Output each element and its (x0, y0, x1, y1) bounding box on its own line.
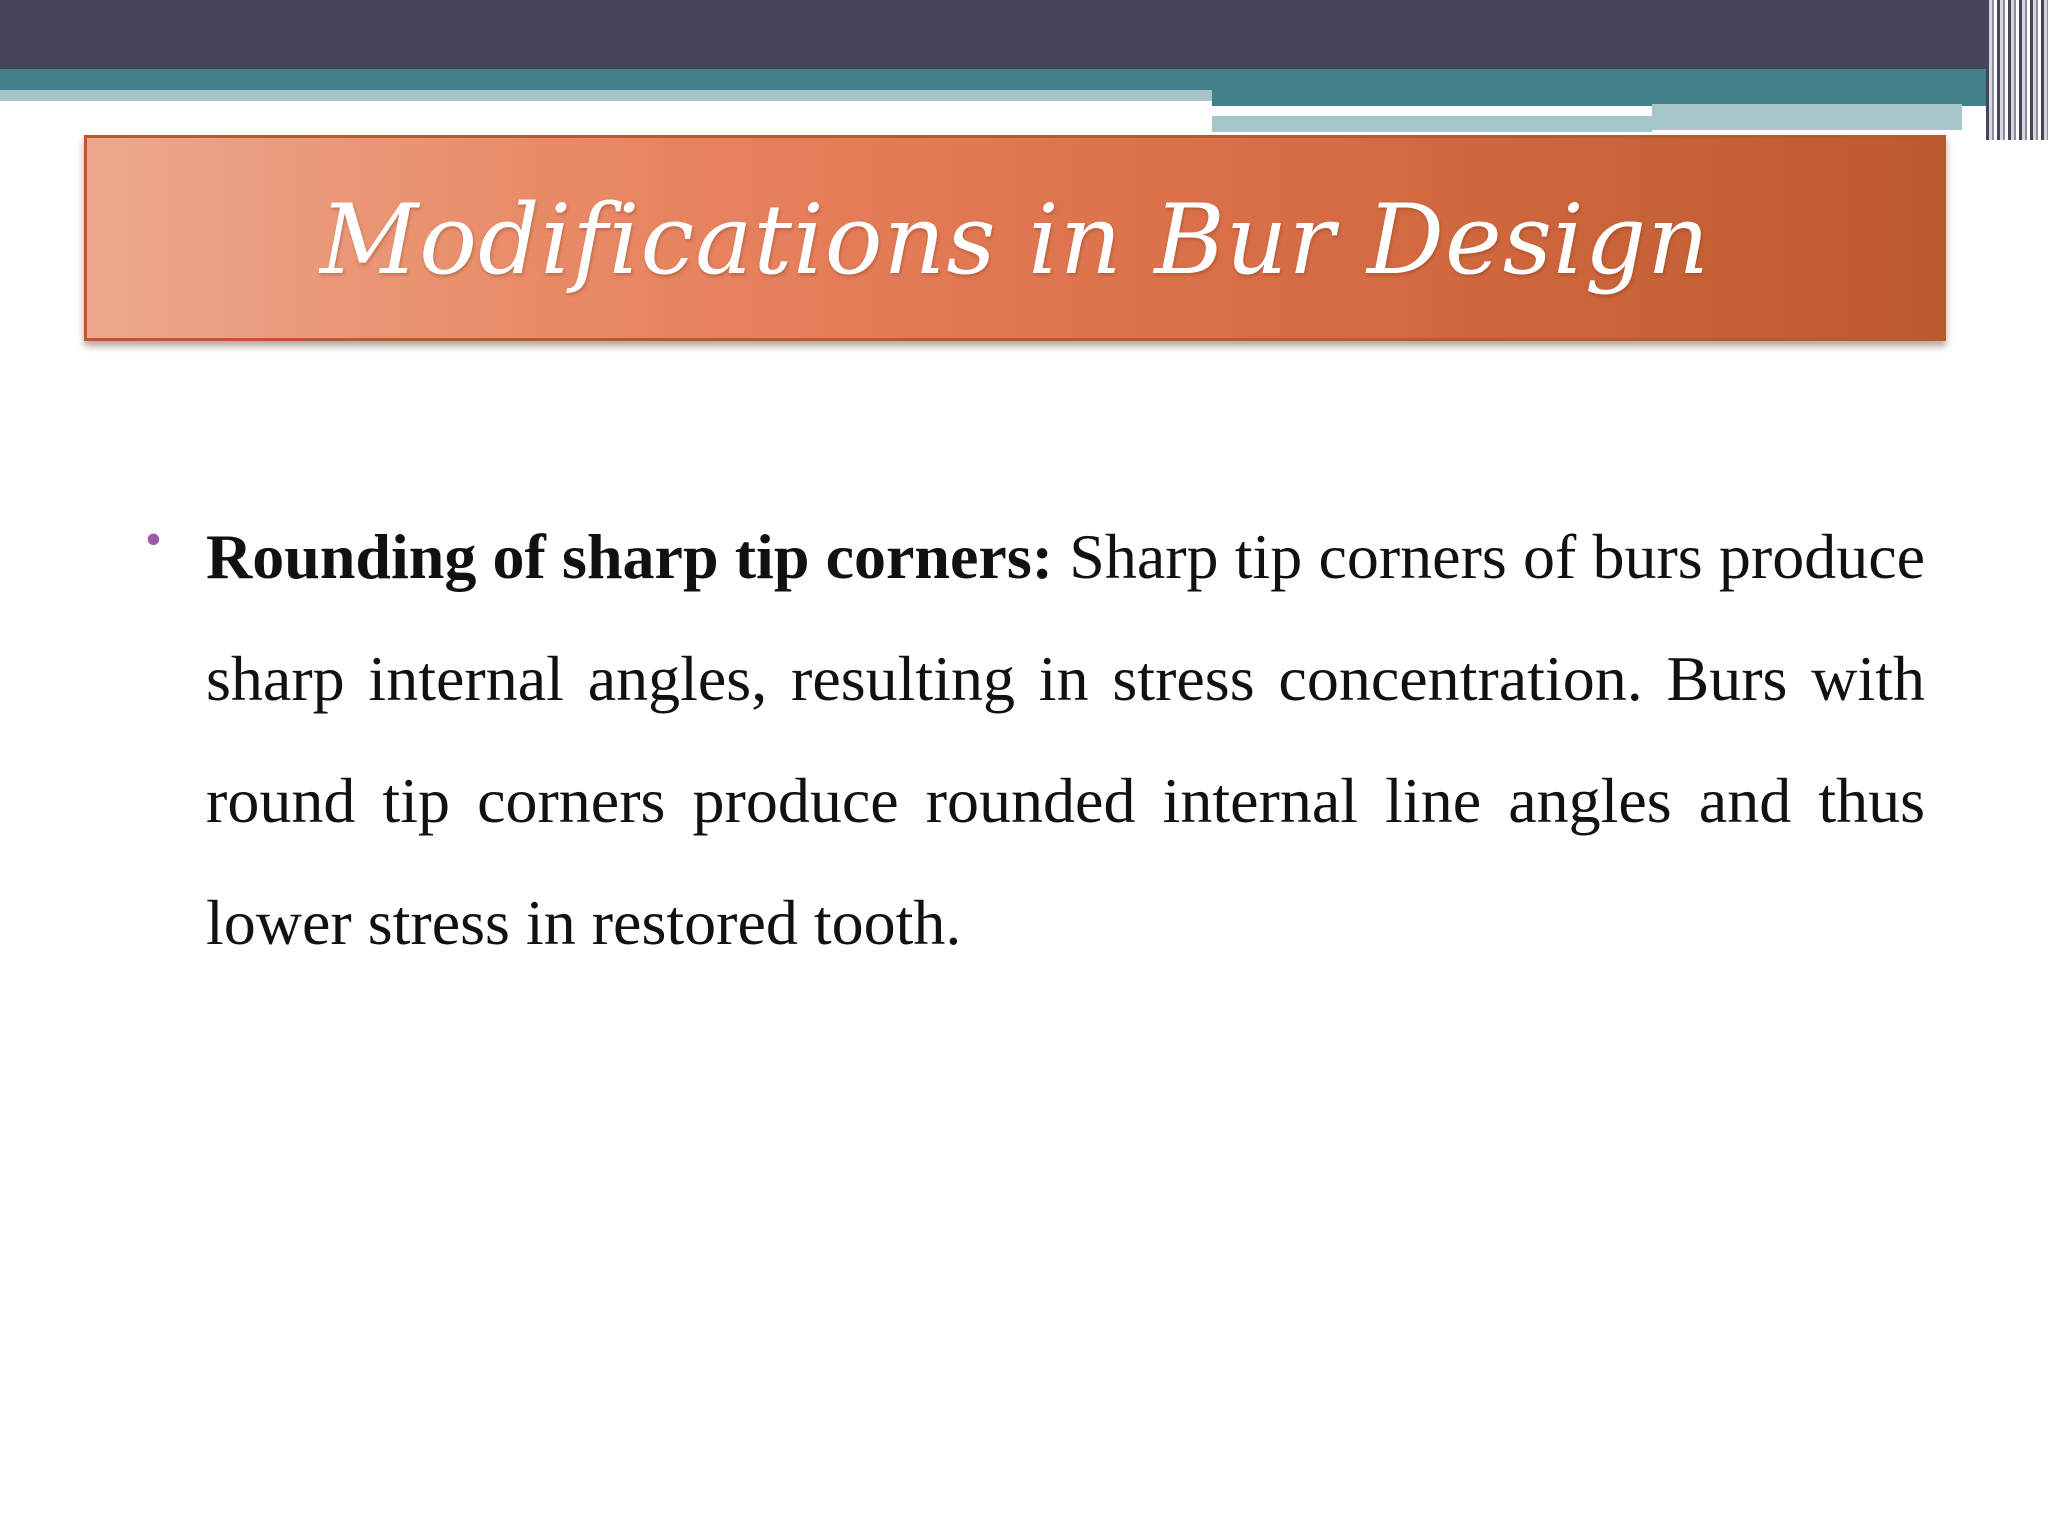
title-banner (84, 135, 1946, 341)
top-dark-band (0, 0, 2048, 69)
bullet-list (145, 496, 1925, 984)
slide-title: Modifications in Bur Design (319, 184, 1711, 296)
bullet-body: Sharp tip corners of burs produce sharp internal angles, resulting in stress concentration. Burs with round tip corners produce rounded internal line angles and thus lower stress in restored tooth. (206, 521, 1926, 958)
bullet-marker-icon: • (145, 513, 162, 566)
right-edge-stripes (1986, 0, 2048, 140)
top-teal-band (0, 69, 2048, 90)
bullet-item (206, 496, 1925, 984)
top-light-band-left (0, 90, 1212, 101)
bullet-heading: Rounding of sharp tip corners: (206, 521, 1054, 592)
